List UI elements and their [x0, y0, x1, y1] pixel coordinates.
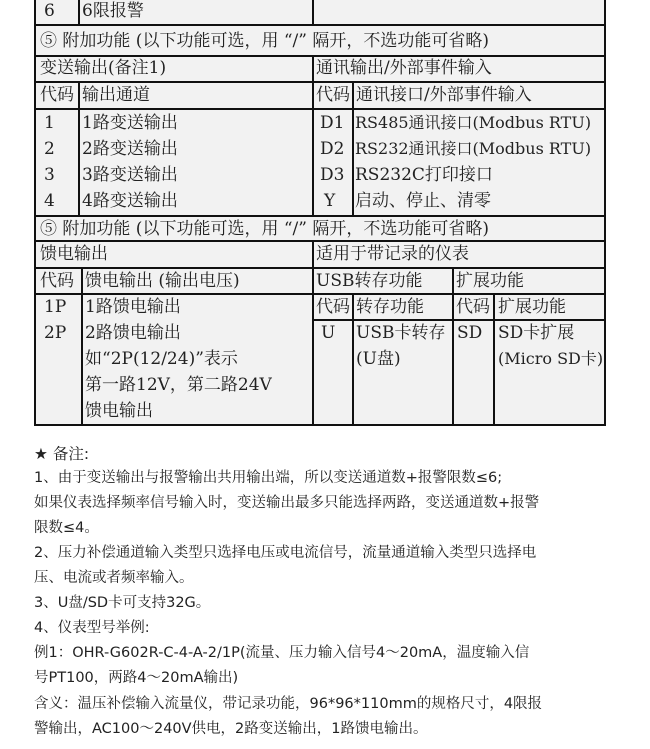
col-divider — [312, 0, 314, 24]
col-divider — [78, 0, 80, 24]
transmit-title: 变送输出(备注1) — [40, 58, 167, 78]
note-line: 例1：OHR-G602R-C-4-A-2/1P(流量、压力输入信号4～20mA，温度输入信 — [34, 645, 530, 661]
comm-head-label: 通讯接口/外部事件输入 — [356, 85, 532, 105]
section-title: ⑤ 附加功能 (以下功能可选，用 “/” 隔开，不选功能可省略) — [40, 31, 489, 51]
col-divider — [352, 293, 354, 426]
comm-label: RS232C打印接口 — [355, 165, 493, 185]
feed-head-label: 馈电输出 (输出电压) — [85, 271, 240, 291]
transmit-code: 1 — [44, 113, 55, 133]
alarm-label: 6限报警 — [82, 1, 144, 21]
transmit-head-code: 代码 — [40, 85, 74, 105]
note-line: 3、U盘/SD卡可支持32G。 — [34, 595, 211, 611]
feed-note-line: 馈电输出 — [85, 401, 153, 421]
transmit-code: 2 — [44, 139, 55, 159]
ext-head-code: 代码 — [456, 297, 490, 317]
ext-title: 扩展功能 — [456, 271, 524, 291]
alarm-code: 6 — [44, 1, 55, 21]
notes-heading: ★ 备注: — [34, 445, 90, 463]
comm-label: RS232通讯接口(Modbus RTU) — [355, 139, 592, 158]
comm-label: 启动、停止、清零 — [355, 191, 491, 211]
transmit-label: 4路变送输出 — [82, 191, 178, 211]
note-line: 4、仪表型号举例: — [34, 620, 150, 636]
col-divider — [352, 81, 354, 215]
note-line: 号PT100，两路4～20mA输出) — [34, 670, 239, 686]
note-line: 警输出，AC100～240V供电，2路变送输出，1路馈电输出。 — [34, 721, 428, 737]
note-line: 限数≤4。 — [34, 520, 99, 536]
note-line: 1、由于变送输出与报警输出共用输出端，所以变送通道数+报警限数≤6; — [34, 470, 503, 486]
section-title: ⑤ 附加功能 (以下功能可选，用 “/” 隔开，不选功能可省略) — [40, 219, 489, 239]
col-divider — [452, 267, 454, 426]
comm-code: Y — [324, 191, 336, 211]
usb-code: U — [321, 323, 336, 343]
transmit-head-label: 输出通道 — [82, 85, 150, 105]
row-divider — [36, 24, 604, 26]
ext-code: SD — [457, 323, 483, 343]
usb-title: USB转存功能 — [316, 271, 423, 291]
usb-head-label: 转存功能 — [356, 297, 424, 317]
col-divider — [312, 240, 314, 426]
col-divider — [81, 267, 83, 426]
usb-head-code: 代码 — [316, 297, 350, 317]
transmit-label: 2路变送输出 — [82, 139, 178, 159]
col-divider — [312, 55, 314, 215]
transmit-code: 4 — [44, 191, 55, 211]
model-selection-table — [34, 0, 606, 426]
feed-head-code: 代码 — [40, 271, 74, 291]
col-divider — [493, 293, 495, 426]
comm-code: D3 — [320, 165, 345, 185]
feed-code: 1P — [44, 297, 67, 317]
record-title: 适用于带记录的仪表 — [316, 244, 469, 264]
ext-label: (Micro SD卡) — [498, 349, 604, 368]
ext-label: SD卡扩展 — [498, 323, 575, 343]
comm-title: 通讯输出/外部事件输入 — [316, 58, 492, 78]
comm-head-code: 代码 — [316, 85, 350, 105]
ext-head-label: 扩展功能 — [498, 297, 566, 317]
usb-label: (U盘) — [356, 349, 401, 369]
comm-label: RS485通讯接口(Modbus RTU) — [355, 113, 592, 132]
transmit-label: 1路变送输出 — [82, 113, 178, 133]
note-line: 2、压力补偿通道输入类型只选择电压或电流信号，流量通道输入类型只选择电 — [34, 545, 537, 561]
transmit-code: 3 — [44, 165, 55, 185]
comm-code: D1 — [320, 113, 345, 133]
note-line: 如果仪表选择频率信号输入时，变送输出最多只能选择两路，变送通道数+报警 — [34, 495, 540, 511]
note-line: 压、电流或者频率输入。 — [34, 570, 194, 586]
col-divider — [78, 81, 80, 215]
feed-title: 馈电输出 — [40, 244, 108, 264]
usb-label: USB卡转存 — [356, 323, 446, 343]
feed-label: 2路馈电输出 — [85, 323, 181, 343]
feed-code: 2P — [44, 323, 67, 343]
note-line: 含义：温压补偿输入流量仪，带记录功能，96*96*110mm的规格尺寸，4限报 — [34, 696, 543, 712]
comm-code: D2 — [320, 139, 345, 159]
transmit-label: 3路变送输出 — [82, 165, 178, 185]
feed-note-line: 第一路12V，第二路24V — [85, 375, 272, 395]
feed-note-line: 如“2P(12/24)”表示 — [85, 349, 238, 369]
feed-label: 1路馈电输出 — [85, 297, 181, 317]
